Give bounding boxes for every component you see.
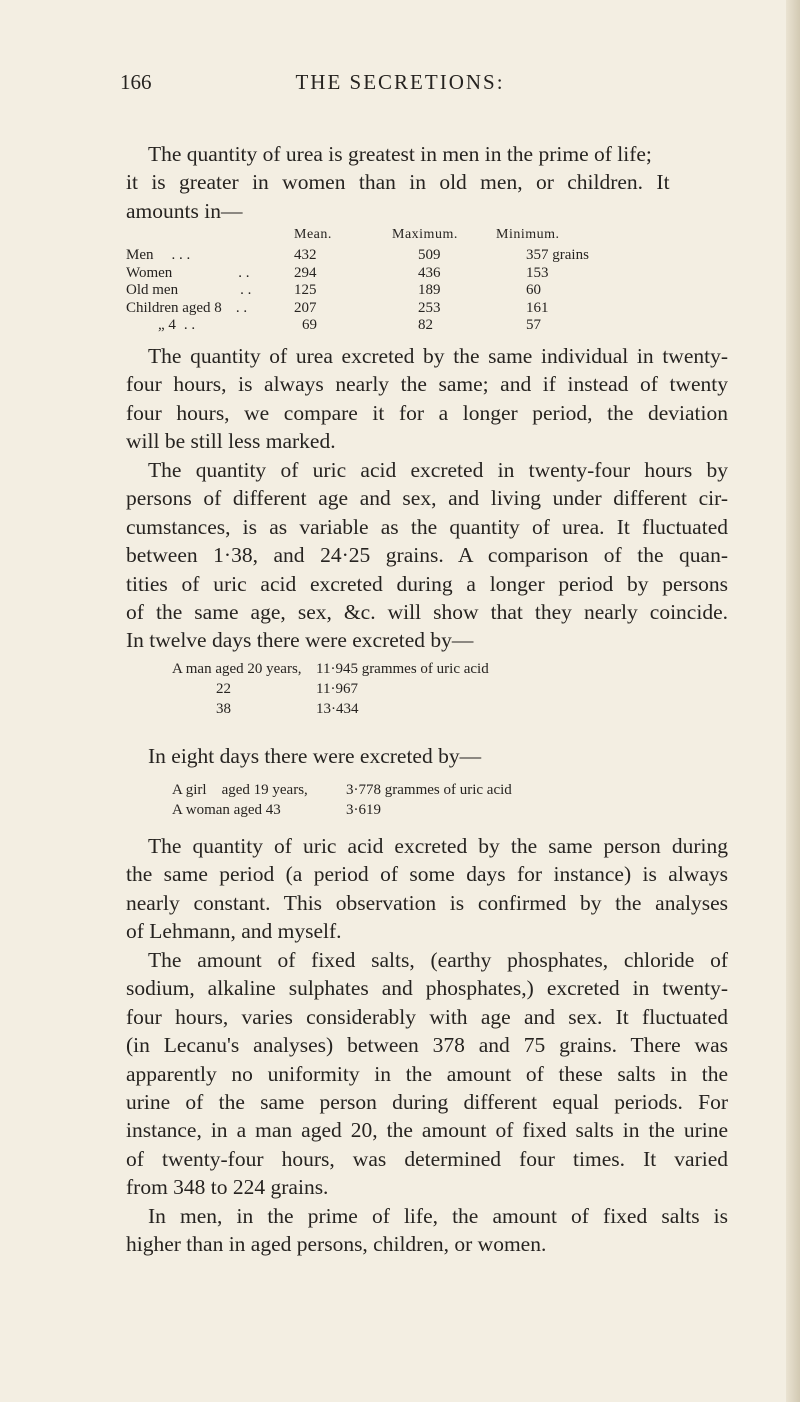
text-line: four hours, is always nearly the same; and if instead of twenty xyxy=(126,372,728,397)
text-line: between 1·38, and 24·25 grains. A comparison of the quan- xyxy=(126,543,728,568)
fixed-salts-paragraph xyxy=(126,946,728,1202)
cell-minimum: 57 xyxy=(526,317,541,333)
text-line: The quantity of urea excreted by the same individual in twenty- xyxy=(148,344,728,368)
table-row xyxy=(126,300,589,318)
text-line: In eight days there were excreted by— xyxy=(148,744,482,768)
cell-minimum: 153 xyxy=(526,264,549,281)
cell-maximum: 509 xyxy=(418,247,441,263)
text-line: of Lehmann, and myself. xyxy=(126,919,342,944)
text-line: In twelve days there were excreted by— xyxy=(126,628,474,653)
text-line: amounts in— xyxy=(126,198,243,223)
cell-minimum: 60 xyxy=(526,282,541,298)
table-row xyxy=(126,265,589,283)
leader-dots: . . xyxy=(235,299,248,316)
intro-paragraph xyxy=(126,140,728,225)
text-line: it is greater in women than in old men, or children. It xyxy=(126,170,670,195)
cell-mean: 69 xyxy=(302,317,317,333)
text-line: The quantity of uric acid excreted in twenty-four hours by xyxy=(148,458,728,482)
cell-mean: 125 xyxy=(294,282,317,298)
row-label: „ 4 xyxy=(158,317,176,333)
text-line: nearly constant. This observation is confirmed by the analyses xyxy=(126,890,728,915)
text-line: will be still less marked. xyxy=(126,429,336,454)
text-line: apparently no uniformity in the amount of these salts in the xyxy=(126,1061,728,1086)
table-row xyxy=(126,282,589,300)
text-line: the same period (a period of some days for instance) is always xyxy=(126,862,728,887)
page-header xyxy=(0,70,800,110)
text-line: from 348 to 224 grains. xyxy=(126,1175,329,1200)
row-label: Men xyxy=(126,247,154,263)
cell-minimum: 357 grains xyxy=(526,247,589,263)
row-label: Women xyxy=(126,264,173,281)
list-item: 38 13·434 xyxy=(216,701,359,717)
text-line: instance, in a man aged 20, the amount of fixed salts in the urine xyxy=(126,1118,728,1143)
running-head: THE SECRETIONS: xyxy=(295,70,505,94)
urea-individual-paragraph xyxy=(126,342,728,456)
cell-maximum: 436 xyxy=(418,264,441,281)
page-edge xyxy=(786,0,800,1402)
text-line: tities of uric acid excreted during a longer period by persons xyxy=(126,571,728,596)
leader-dots: . . . xyxy=(171,247,191,263)
page-number: 166 xyxy=(120,70,152,94)
column-header-minimum: Minimum. xyxy=(496,227,560,242)
men-fixed-salts-paragraph xyxy=(126,1202,728,1259)
cell-mean: 294 xyxy=(294,264,317,281)
table-row xyxy=(126,317,589,335)
list-item: A woman aged 43 3·619 xyxy=(172,802,381,818)
leader-dots: . . xyxy=(240,282,252,298)
text-line: In men, in the prime of life, the amount of fixed salts is xyxy=(148,1204,728,1228)
row-label: Children aged 8 xyxy=(126,299,222,316)
row-label: Old men xyxy=(126,282,179,298)
text-line: The amount of fixed salts, (earthy phosphates, chloride of xyxy=(148,948,728,972)
cell-maximum: 189 xyxy=(418,282,441,298)
cell-maximum: 253 xyxy=(418,299,441,316)
cell-mean: 432 xyxy=(294,247,317,263)
leader-dots: . . xyxy=(238,264,250,281)
cell-maximum: 82 xyxy=(418,317,433,333)
man-uric-list xyxy=(172,659,489,719)
list-item: A girl aged 19 years, 3·778 grammes of uric acid xyxy=(172,782,512,798)
eight-days-line xyxy=(126,742,728,770)
leader-dots: . . xyxy=(183,317,196,333)
list-item: A man aged 20 years, 11·945 grammes of uric acid xyxy=(172,661,489,677)
text-line: The quantity of urea is greatest in men in the prime of life; xyxy=(148,142,652,166)
text-line: persons of different age and sex, and living under different cir- xyxy=(126,486,728,511)
text-line: of twenty-four hours, was determined four times. It varied xyxy=(126,1146,728,1171)
cell-minimum: 161 xyxy=(526,299,549,316)
cell-mean: 207 xyxy=(294,299,317,316)
woman-uric-list xyxy=(172,780,512,820)
text-line: of the same age, sex, &c. will show that they nearly coincide. xyxy=(126,600,728,625)
list-item: 22 11·967 xyxy=(216,681,358,697)
text-line: sodium, alkaline sulphates and phosphates,) excreted in twenty- xyxy=(126,976,728,1001)
column-header-mean: Mean. xyxy=(294,227,332,242)
text-line: The quantity of uric acid excreted by the same person during xyxy=(148,834,728,858)
text-line: (in Lecanu's analyses) between 378 and 75 grains. There was xyxy=(126,1033,728,1058)
table-header-row xyxy=(126,227,589,247)
text-line: cumstances, is as variable as the quantity of urea. It fluctuated xyxy=(126,514,728,539)
text-line: four hours, we compare it for a longer period, the deviation xyxy=(126,400,728,425)
urea-table xyxy=(126,227,589,335)
same-person-paragraph xyxy=(126,832,728,946)
text-line: urine of the same person during different equal periods. For xyxy=(126,1090,728,1115)
column-header-maximum: Maximum. xyxy=(392,227,458,242)
table-row xyxy=(126,247,589,265)
text-line: higher than in aged persons, children, or women. xyxy=(126,1232,547,1257)
uric-acid-paragraph xyxy=(126,456,728,655)
text-line: four hours, varies considerably with age and sex. It fluctuated xyxy=(126,1004,728,1029)
